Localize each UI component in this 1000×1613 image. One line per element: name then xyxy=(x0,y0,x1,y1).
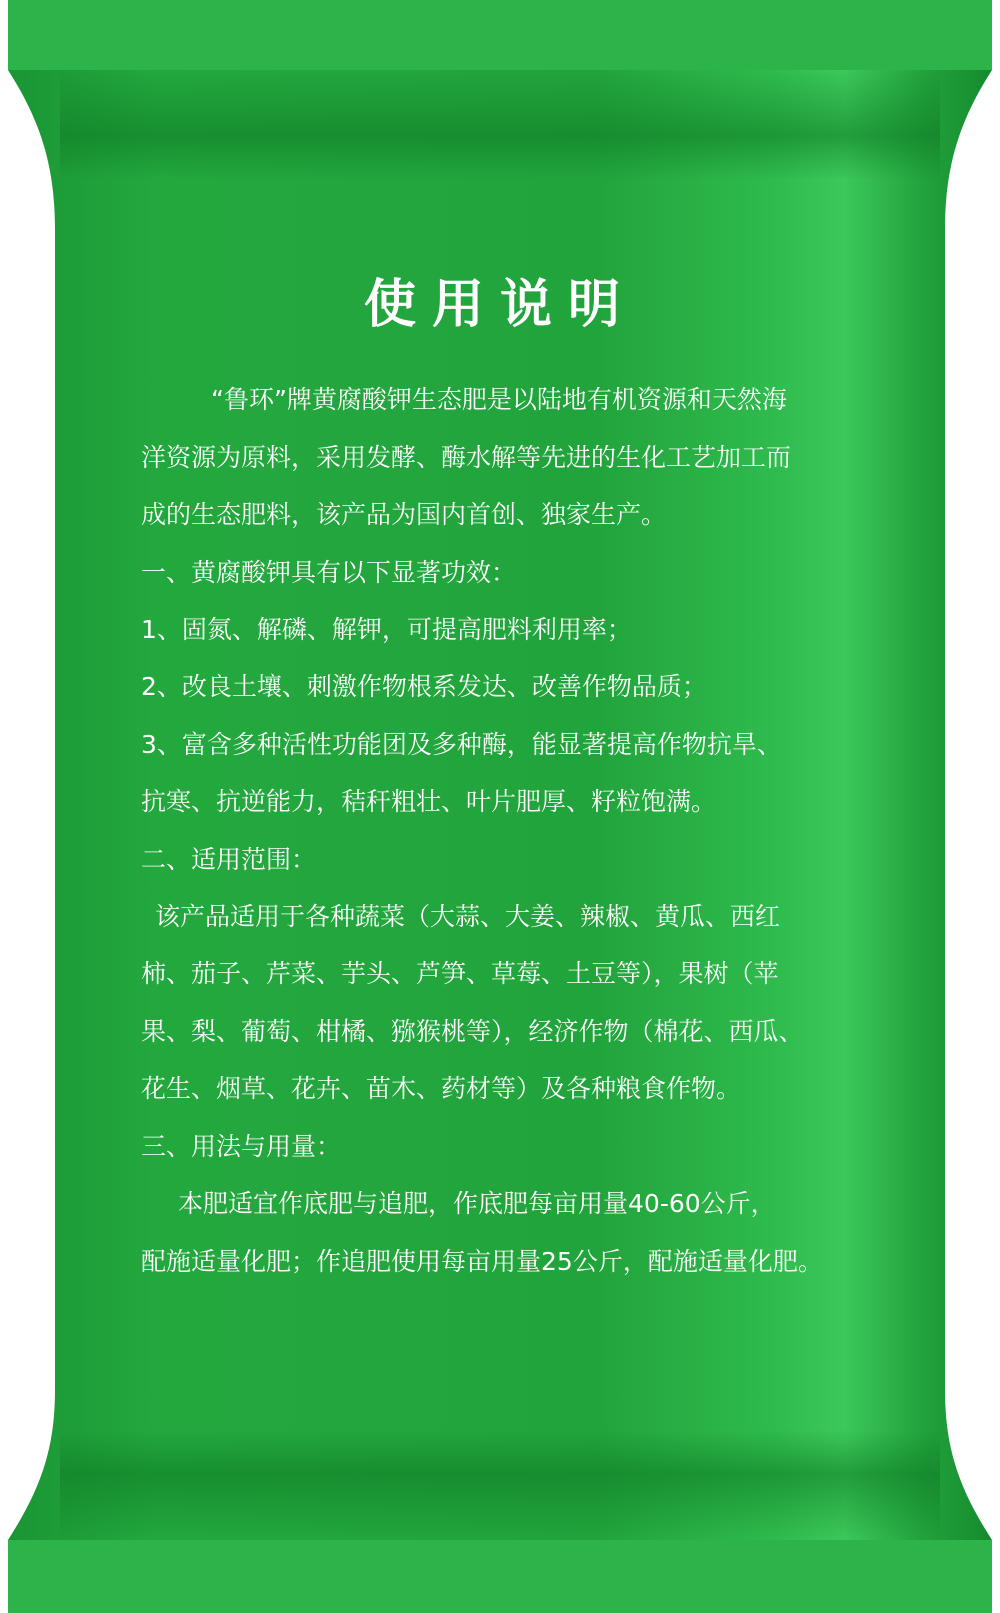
effect-item-3: 3、富含多种活性功能团及多种酶，能显著提高作物抗旱、 xyxy=(141,730,782,759)
usage-line-2: 配施适量化肥；作追肥使用每亩用量25公斤，配施适量化肥。 xyxy=(141,1247,823,1276)
effect-item-2: 2、改良土壤、刺激作物根系发达、改善作物品质； xyxy=(141,672,707,701)
scope-line-3: 果、梨、葡萄、柑橘、猕猴桃等），经济作物（棉花、西瓜、 xyxy=(141,1017,804,1046)
intro-line-3: 成的生态肥料，该产品为国内首创、独家生产。 xyxy=(141,500,667,529)
effect-item-3-cont: 抗寒、抗逆能力，秸秆粗壮、叶片肥厚、籽粒饱满。 xyxy=(141,787,717,816)
intro-line-2: 洋资源为原料，采用发酵、酶水解等先进的生化工艺加工而 xyxy=(141,443,792,472)
section-heading-scope: 二、适用范围： xyxy=(141,845,317,874)
scope-line-1: 该产品适用于各种蔬菜（大蒜、大姜、辣椒、黄瓜、西红 xyxy=(155,902,781,931)
scope-line-2: 柿、茄子、芹菜、芋头、芦笋、草莓、土豆等），果树（苹 xyxy=(141,959,779,988)
section-heading-usage: 三、用法与用量： xyxy=(141,1132,342,1161)
intro-line-1: “鲁环”牌黄腐酸钾生态肥是以陆地有机资源和天然海 xyxy=(211,385,787,414)
usage-line-1: 本肥适宜作底肥与追肥，作底肥每亩用量40-60公斤， xyxy=(178,1189,776,1218)
page-title: 使用说明 xyxy=(363,275,636,335)
section-heading-effects: 一、黄腐酸钾具有以下显著功效： xyxy=(141,558,517,587)
scope-line-4: 花生、烟草、花卉、苗木、药材等）及各种粮食作物。 xyxy=(141,1074,742,1103)
effect-item-1: 1、固氮、解磷、解钾，可提高肥料利用率； xyxy=(141,615,632,644)
